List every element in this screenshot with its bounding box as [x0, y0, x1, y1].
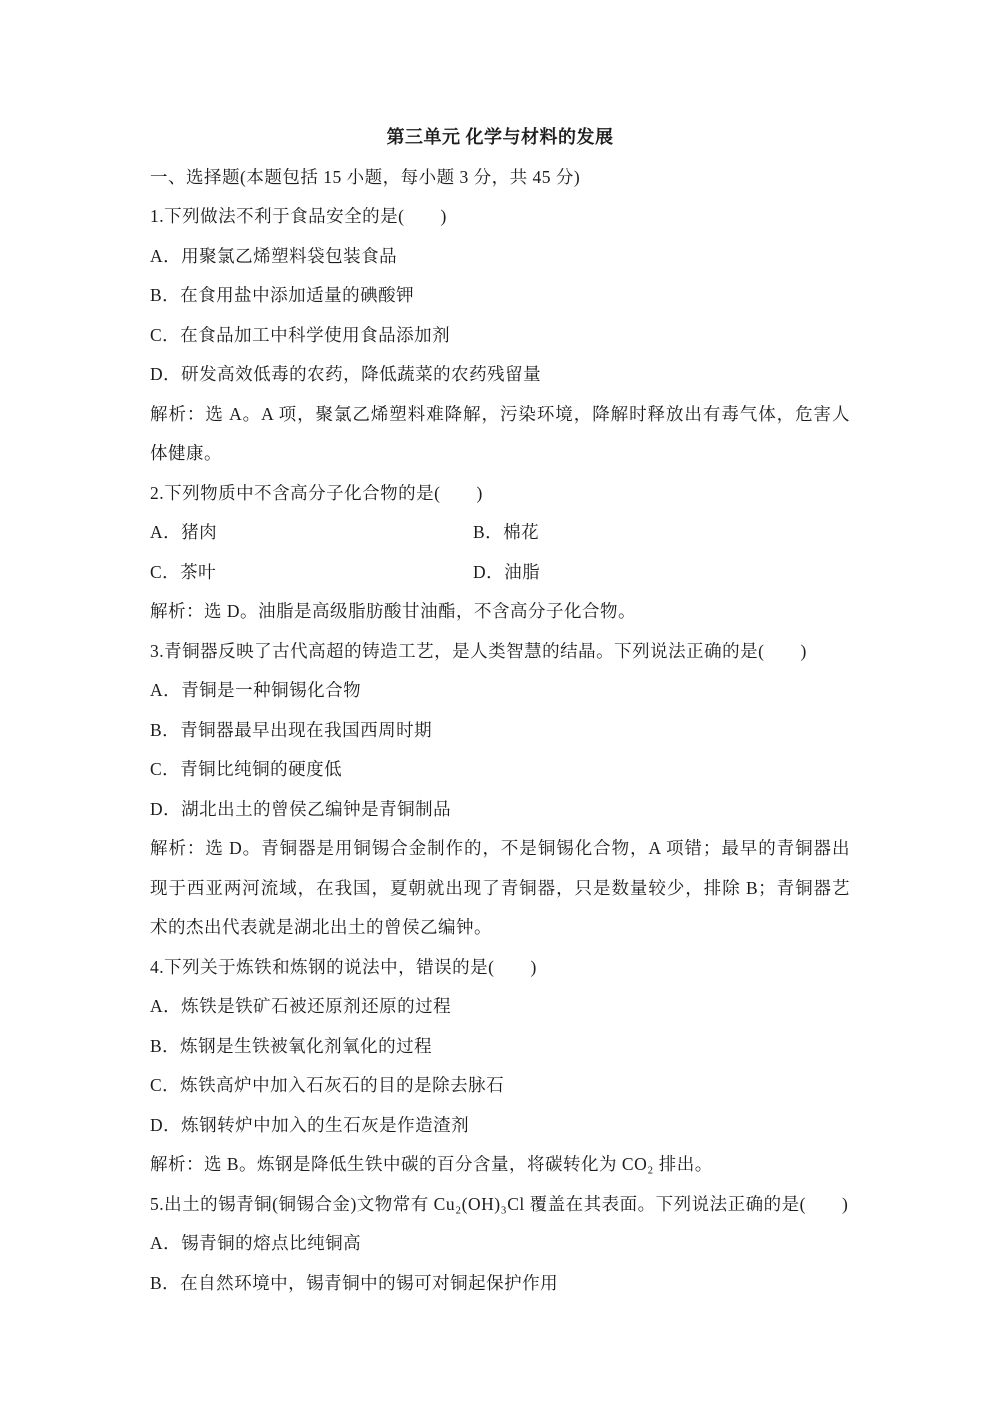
question-2-option-a: A．猪肉 — [150, 522, 218, 542]
question-1-stem: 1.下列做法不利于食品安全的是( ) — [150, 206, 447, 226]
question-4-option-b: B．炼钢是生铁被氧化剂氧化的过程 — [150, 1035, 433, 1056]
question-5-option-b: B．在自然环境中，锡青铜中的锡可对铜起保护作用 — [150, 1272, 559, 1293]
question-2-option-b: B．棉花 — [473, 522, 540, 542]
question-5-option-a: A．锡青铜的熔点比纯铜高 — [150, 1233, 362, 1253]
question-3-option-a: A．青铜是一种铜锡化合物 — [150, 680, 362, 700]
question-3-option-d: D．湖北出土的曾侯乙编钟是青铜制品 — [150, 798, 452, 819]
question-2 — [150, 474, 850, 632]
question-2-option-row-1 — [150, 513, 850, 553]
question-1-option-d: D．研发高效低毒的农药，降低蔬菜的农药残留量 — [150, 364, 542, 384]
question-1-option-a: A．用聚氯乙烯塑料袋包装食品 — [150, 245, 398, 266]
question-3-stem: 3.青铜器反映了古代高超的铸造工艺，是人类智慧的结晶。下列说法正确的是( ) — [150, 640, 807, 661]
page-title: 第三单元 化学与材料的发展 — [386, 127, 614, 147]
question-1-option-b: B．在食用盐中添加适量的碘酸钾 — [150, 285, 415, 305]
question-3-solution: 解析：选 D。青铜器是用铜锡合金制作的，不是铜锡化合物，A 项错；最早的青铜器出现于西亚两河流域，在我国，夏朝就出现了青铜器，只是数量较少，排除 B；青铜器艺术的杰出代表就是湖北出土的曾侯乙编钟。 — [150, 838, 850, 937]
question-4-stem: 4.下列关于炼铁和炼钢的说法中，错误的是( ) — [150, 956, 537, 977]
question-3-option-b: B．青铜器最早出现在我国西周时期 — [150, 719, 433, 740]
question-2-stem: 2.下列物质中不含高分子化合物的是( ) — [150, 482, 483, 503]
question-1-solution: 解析：选 A。A 项，聚氯乙烯塑料难降解，污染环境，降解时释放出有毒气体，危害人体健康。 — [150, 403, 850, 463]
section-header: 一、选择题(本题包括 15 小题，每小题 3 分，共 45 分) — [150, 166, 581, 187]
question-4-option-d: D．炼钢转炉中加入的生石灰是作造渣剂 — [150, 1114, 470, 1135]
question-5 — [150, 1185, 850, 1304]
question-2-option-d: D．油脂 — [473, 561, 541, 582]
question-4-option-a: A．炼铁是铁矿石被还原剂还原的过程 — [150, 996, 452, 1016]
question-1 — [150, 197, 850, 474]
question-5-stem: 5.出土的锡青铜(铜锡合金)文物常有 Cu₂(OH)₃Cl 覆盖在其表面。下列说法正确的是( ) — [150, 1193, 849, 1214]
question-4 — [150, 948, 850, 1185]
question-3 — [150, 632, 850, 948]
question-4-option-c: C．炼铁高炉中加入石灰石的目的是除去脉石 — [150, 1075, 505, 1095]
question-3-option-c: C．青铜比纯铜的硬度低 — [150, 759, 343, 779]
question-2-option-row-2 — [150, 553, 850, 593]
question-2-option-c: C．茶叶 — [150, 561, 217, 582]
question-4-solution: 解析：选 B。炼钢是降低生铁中碳的百分含量，将碳转化为 CO₂ 排出。 — [150, 1154, 713, 1174]
question-1-option-c: C．在食品加工中科学使用食品添加剂 — [150, 324, 451, 345]
question-2-solution: 解析：选 D。油脂是高级脂肪酸甘油酯，不含高分子化合物。 — [150, 601, 637, 621]
